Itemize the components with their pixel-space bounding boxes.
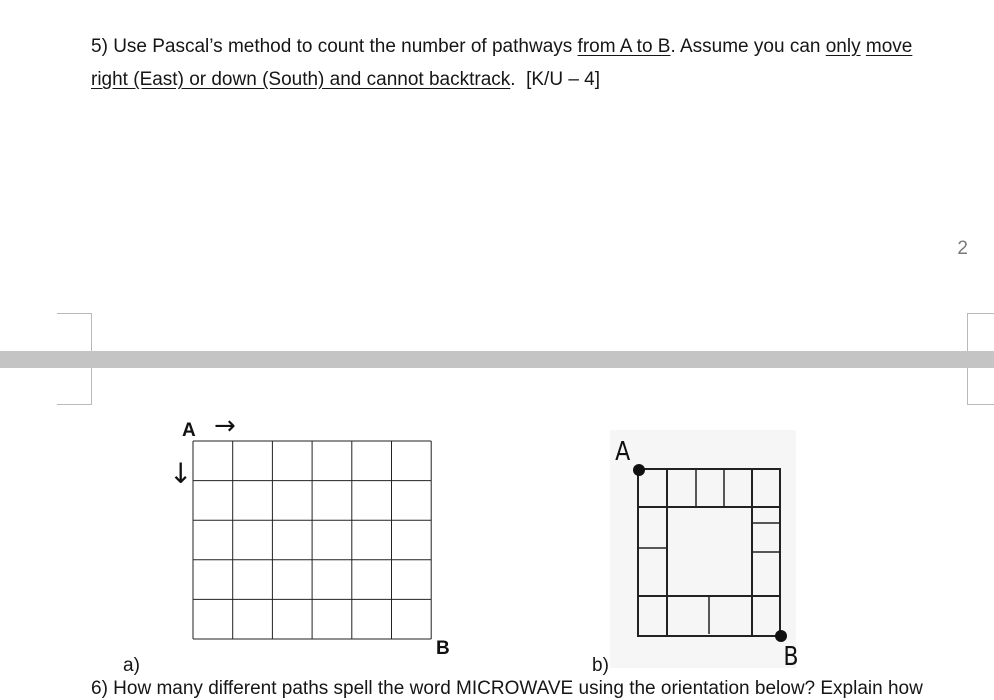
grid-a-end-label: B xyxy=(436,638,450,659)
page-number: 2 xyxy=(957,238,968,259)
margin-corner-mark xyxy=(57,313,92,351)
question-6-partial: 6) How many different paths spell the word MICROWAVE using the orientation below? Explain how xyxy=(91,678,923,699)
grid-b-start-dot xyxy=(633,464,645,476)
question-number: 5) xyxy=(91,36,108,57)
underlined-constraint: move right (East) or down (South) and cannot backtrack xyxy=(91,36,913,90)
question-end: . xyxy=(510,69,516,90)
underlined-from-a-to-b: from A to B xyxy=(577,36,671,57)
margin-corner-mark xyxy=(967,368,994,405)
figure-b-label: b) xyxy=(592,655,609,676)
figure-a-label: a) xyxy=(123,655,140,676)
marks-tag: [K/U – 4] xyxy=(526,69,601,90)
grid-b-end-dot xyxy=(775,630,787,642)
underlined-only: only xyxy=(825,36,861,57)
question-intro: Use Pascal’s method to count the number of pathways xyxy=(113,36,573,57)
question-middle: . Assume you can xyxy=(670,36,821,57)
margin-corner-mark xyxy=(57,368,92,405)
grid-a-start-label: A xyxy=(182,420,196,441)
down-arrow-icon: ↓ xyxy=(169,457,193,490)
grid-b-start-label: A xyxy=(615,436,631,467)
margin-corner-mark xyxy=(967,313,994,351)
right-arrow-icon: → xyxy=(214,415,236,441)
grid-figure-a xyxy=(168,415,458,660)
question-5 xyxy=(91,30,951,96)
page-separator xyxy=(0,351,994,368)
grid-a-lines xyxy=(193,441,431,639)
grid-b-end-label: B xyxy=(783,641,799,670)
grid-figure-b xyxy=(610,430,800,670)
